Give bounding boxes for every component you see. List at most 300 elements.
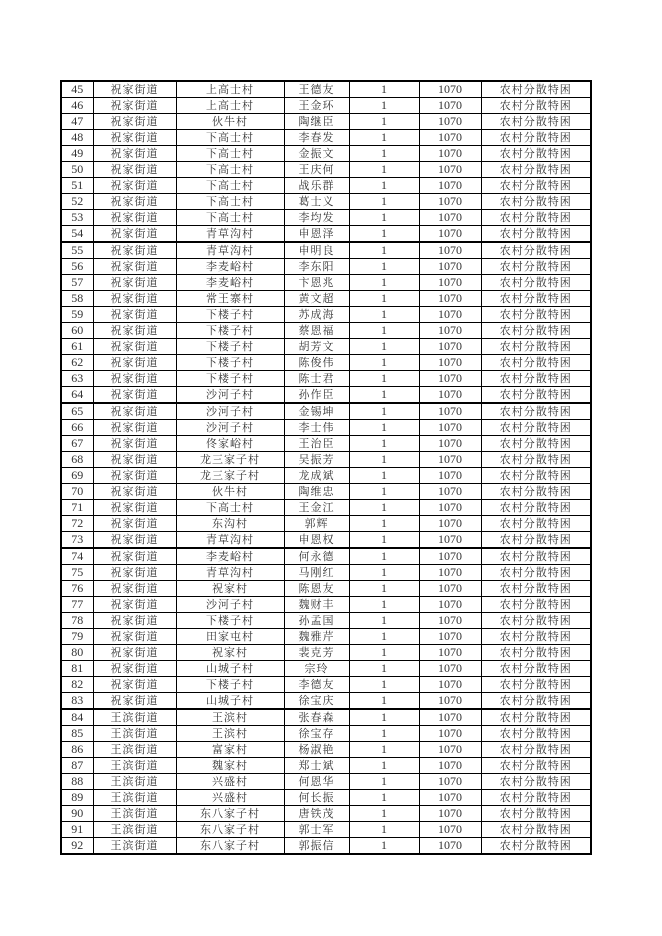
name-cell: 蔡恩福	[284, 323, 349, 339]
category-cell: 农村分散特困	[481, 210, 591, 226]
category-cell: 农村分散特困	[481, 532, 591, 549]
household-count-cell: 1	[349, 146, 419, 162]
household-count-cell: 1	[349, 162, 419, 178]
amount-cell: 1070	[419, 371, 481, 387]
row-number-cell: 78	[61, 613, 93, 629]
row-number-cell: 61	[61, 339, 93, 355]
amount-cell: 1070	[419, 548, 481, 565]
village-cell: 东八家子村	[176, 822, 284, 838]
amount-cell: 1070	[419, 758, 481, 774]
amount-cell: 1070	[419, 806, 481, 822]
amount-cell: 1070	[419, 629, 481, 645]
street-cell: 王滨街道	[93, 742, 176, 758]
street-cell: 祝家街道	[93, 146, 176, 162]
village-cell: 下楼子村	[176, 339, 284, 355]
village-cell: 佟家峪村	[176, 436, 284, 452]
table-row	[61, 242, 591, 259]
row-number-cell: 80	[61, 645, 93, 661]
amount-cell: 1070	[419, 162, 481, 178]
village-cell: 兴盛村	[176, 774, 284, 790]
amount-cell: 1070	[419, 742, 481, 758]
street-cell: 祝家街道	[93, 693, 176, 710]
row-number-cell: 85	[61, 726, 93, 742]
table-row	[61, 709, 591, 726]
row-number-cell: 63	[61, 371, 93, 387]
table-row	[61, 194, 591, 210]
name-cell: 陈士君	[284, 371, 349, 387]
name-cell: 孙孟国	[284, 613, 349, 629]
row-number-cell: 69	[61, 468, 93, 484]
household-count-cell: 1	[349, 790, 419, 806]
household-count-cell: 1	[349, 420, 419, 436]
table-body	[61, 81, 591, 854]
household-count-cell: 1	[349, 693, 419, 710]
table-row	[61, 259, 591, 275]
category-cell: 农村分散特困	[481, 774, 591, 790]
name-cell: 葛士义	[284, 194, 349, 210]
amount-cell: 1070	[419, 242, 481, 259]
village-cell: 青草沟村	[176, 532, 284, 549]
table-row	[61, 291, 591, 307]
category-cell: 农村分散特困	[481, 307, 591, 323]
village-cell: 东沟村	[176, 516, 284, 532]
table-row	[61, 403, 591, 420]
row-number-cell: 71	[61, 500, 93, 516]
row-number-cell: 46	[61, 98, 93, 114]
row-number-cell: 53	[61, 210, 93, 226]
household-count-cell: 1	[349, 81, 419, 98]
street-cell: 祝家街道	[93, 210, 176, 226]
name-cell: 李春发	[284, 130, 349, 146]
village-cell: 下楼子村	[176, 613, 284, 629]
amount-cell: 1070	[419, 307, 481, 323]
table-row	[61, 146, 591, 162]
table-row	[61, 436, 591, 452]
street-cell: 祝家街道	[93, 162, 176, 178]
street-cell: 祝家街道	[93, 242, 176, 259]
category-cell: 农村分散特困	[481, 758, 591, 774]
household-count-cell: 1	[349, 709, 419, 726]
row-number-cell: 55	[61, 242, 93, 259]
amount-cell: 1070	[419, 532, 481, 549]
village-cell: 下高士村	[176, 130, 284, 146]
name-cell: 金振文	[284, 146, 349, 162]
street-cell: 祝家街道	[93, 323, 176, 339]
village-cell: 田家屯村	[176, 629, 284, 645]
category-cell: 农村分散特困	[481, 726, 591, 742]
table-row	[61, 420, 591, 436]
category-cell: 农村分散特困	[481, 98, 591, 114]
category-cell: 农村分散特困	[481, 355, 591, 371]
amount-cell: 1070	[419, 275, 481, 291]
name-cell: 王金江	[284, 500, 349, 516]
table-row	[61, 387, 591, 404]
amount-cell: 1070	[419, 194, 481, 210]
village-cell: 下楼子村	[176, 677, 284, 693]
village-cell: 伙牛村	[176, 484, 284, 500]
category-cell: 农村分散特困	[481, 548, 591, 565]
category-cell: 农村分散特困	[481, 822, 591, 838]
street-cell: 王滨街道	[93, 726, 176, 742]
household-count-cell: 1	[349, 838, 419, 855]
street-cell: 王滨街道	[93, 822, 176, 838]
household-count-cell: 1	[349, 758, 419, 774]
row-number-cell: 70	[61, 484, 93, 500]
row-number-cell: 57	[61, 275, 93, 291]
street-cell: 祝家街道	[93, 355, 176, 371]
household-count-cell: 1	[349, 565, 419, 581]
village-cell: 李麦峪村	[176, 259, 284, 275]
street-cell: 祝家街道	[93, 452, 176, 468]
name-cell: 张春森	[284, 709, 349, 726]
name-cell: 黄文超	[284, 291, 349, 307]
table-row	[61, 81, 591, 98]
row-number-cell: 81	[61, 661, 93, 677]
name-cell: 王金环	[284, 98, 349, 114]
table-row	[61, 581, 591, 597]
village-cell: 王滨村	[176, 726, 284, 742]
household-count-cell: 1	[349, 371, 419, 387]
amount-cell: 1070	[419, 468, 481, 484]
table-row	[61, 371, 591, 387]
table-row	[61, 742, 591, 758]
village-cell: 山城子村	[176, 661, 284, 677]
street-cell: 祝家街道	[93, 194, 176, 210]
village-cell: 东八家子村	[176, 838, 284, 855]
name-cell: 何永德	[284, 548, 349, 565]
household-count-cell: 1	[349, 178, 419, 194]
name-cell: 马刚红	[284, 565, 349, 581]
street-cell: 祝家街道	[93, 98, 176, 114]
amount-cell: 1070	[419, 516, 481, 532]
table-row	[61, 452, 591, 468]
household-count-cell: 1	[349, 677, 419, 693]
category-cell: 农村分散特困	[481, 114, 591, 130]
household-count-cell: 1	[349, 387, 419, 404]
category-cell: 农村分散特困	[481, 371, 591, 387]
table-row	[61, 484, 591, 500]
street-cell: 王滨街道	[93, 758, 176, 774]
row-number-cell: 90	[61, 806, 93, 822]
category-cell: 农村分散特困	[481, 500, 591, 516]
name-cell: 卞恩兆	[284, 275, 349, 291]
name-cell: 孙作臣	[284, 387, 349, 404]
category-cell: 农村分散特困	[481, 693, 591, 710]
row-number-cell: 65	[61, 403, 93, 420]
village-cell: 魏家村	[176, 758, 284, 774]
street-cell: 祝家街道	[93, 339, 176, 355]
name-cell: 胡芳文	[284, 339, 349, 355]
name-cell: 何恩华	[284, 774, 349, 790]
street-cell: 祝家街道	[93, 629, 176, 645]
village-cell: 龙三家子村	[176, 468, 284, 484]
relief-recipient-table	[60, 80, 592, 855]
table-row	[61, 597, 591, 613]
row-number-cell: 59	[61, 307, 93, 323]
amount-cell: 1070	[419, 210, 481, 226]
name-cell: 吴振芳	[284, 452, 349, 468]
row-number-cell: 74	[61, 548, 93, 565]
amount-cell: 1070	[419, 259, 481, 275]
street-cell: 祝家街道	[93, 597, 176, 613]
table-row	[61, 355, 591, 371]
category-cell: 农村分散特困	[481, 677, 591, 693]
household-count-cell: 1	[349, 500, 419, 516]
category-cell: 农村分散特困	[481, 436, 591, 452]
category-cell: 农村分散特困	[481, 387, 591, 404]
household-count-cell: 1	[349, 822, 419, 838]
row-number-cell: 56	[61, 259, 93, 275]
row-number-cell: 72	[61, 516, 93, 532]
name-cell: 徐宝存	[284, 726, 349, 742]
row-number-cell: 50	[61, 162, 93, 178]
row-number-cell: 60	[61, 323, 93, 339]
street-cell: 祝家街道	[93, 371, 176, 387]
amount-cell: 1070	[419, 226, 481, 243]
name-cell: 郑士斌	[284, 758, 349, 774]
name-cell: 战乐群	[284, 178, 349, 194]
household-count-cell: 1	[349, 98, 419, 114]
street-cell: 祝家街道	[93, 468, 176, 484]
name-cell: 郭士军	[284, 822, 349, 838]
household-count-cell: 1	[349, 516, 419, 532]
name-cell: 龙成斌	[284, 468, 349, 484]
table-row	[61, 178, 591, 194]
village-cell: 下楼子村	[176, 355, 284, 371]
household-count-cell: 1	[349, 307, 419, 323]
amount-cell: 1070	[419, 613, 481, 629]
category-cell: 农村分散特困	[481, 178, 591, 194]
amount-cell: 1070	[419, 114, 481, 130]
amount-cell: 1070	[419, 81, 481, 98]
row-number-cell: 76	[61, 581, 93, 597]
village-cell: 东八家子村	[176, 806, 284, 822]
village-cell: 上高士村	[176, 81, 284, 98]
row-number-cell: 54	[61, 226, 93, 243]
amount-cell: 1070	[419, 178, 481, 194]
village-cell: 上高士村	[176, 98, 284, 114]
village-cell: 青草沟村	[176, 226, 284, 243]
street-cell: 祝家街道	[93, 677, 176, 693]
household-count-cell: 1	[349, 597, 419, 613]
name-cell: 陶继臣	[284, 114, 349, 130]
street-cell: 祝家街道	[93, 645, 176, 661]
household-count-cell: 1	[349, 355, 419, 371]
amount-cell: 1070	[419, 130, 481, 146]
amount-cell: 1070	[419, 661, 481, 677]
household-count-cell: 1	[349, 291, 419, 307]
street-cell: 祝家街道	[93, 275, 176, 291]
row-number-cell: 87	[61, 758, 93, 774]
row-number-cell: 68	[61, 452, 93, 468]
row-number-cell: 92	[61, 838, 93, 855]
village-cell: 王滨村	[176, 709, 284, 726]
street-cell: 祝家街道	[93, 581, 176, 597]
household-count-cell: 1	[349, 403, 419, 420]
village-cell: 下高士村	[176, 146, 284, 162]
household-count-cell: 1	[349, 114, 419, 130]
household-count-cell: 1	[349, 210, 419, 226]
village-cell: 下高士村	[176, 194, 284, 210]
name-cell: 陶维忠	[284, 484, 349, 500]
table-row	[61, 275, 591, 291]
village-cell: 沙河子村	[176, 597, 284, 613]
name-cell: 王治臣	[284, 436, 349, 452]
amount-cell: 1070	[419, 693, 481, 710]
street-cell: 祝家街道	[93, 403, 176, 420]
amount-cell: 1070	[419, 838, 481, 855]
table-row	[61, 693, 591, 710]
category-cell: 农村分散特困	[481, 420, 591, 436]
row-number-cell: 84	[61, 709, 93, 726]
village-cell: 李麦峪村	[176, 548, 284, 565]
household-count-cell: 1	[349, 806, 419, 822]
name-cell: 陈俊伟	[284, 355, 349, 371]
village-cell: 伙牛村	[176, 114, 284, 130]
category-cell: 农村分散特困	[481, 452, 591, 468]
amount-cell: 1070	[419, 726, 481, 742]
category-cell: 农村分散特困	[481, 629, 591, 645]
name-cell: 杨淑艳	[284, 742, 349, 758]
table-row	[61, 548, 591, 565]
amount-cell: 1070	[419, 645, 481, 661]
street-cell: 祝家街道	[93, 613, 176, 629]
table-row	[61, 114, 591, 130]
street-cell: 祝家街道	[93, 226, 176, 243]
table-row	[61, 790, 591, 806]
household-count-cell: 1	[349, 323, 419, 339]
household-count-cell: 1	[349, 661, 419, 677]
household-count-cell: 1	[349, 548, 419, 565]
category-cell: 农村分散特困	[481, 275, 591, 291]
amount-cell: 1070	[419, 822, 481, 838]
category-cell: 农村分散特困	[481, 565, 591, 581]
category-cell: 农村分散特困	[481, 194, 591, 210]
household-count-cell: 1	[349, 726, 419, 742]
row-number-cell: 49	[61, 146, 93, 162]
amount-cell: 1070	[419, 420, 481, 436]
household-count-cell: 1	[349, 339, 419, 355]
household-count-cell: 1	[349, 581, 419, 597]
name-cell: 苏成海	[284, 307, 349, 323]
name-cell: 李均发	[284, 210, 349, 226]
street-cell: 王滨街道	[93, 709, 176, 726]
row-number-cell: 47	[61, 114, 93, 130]
street-cell: 王滨街道	[93, 838, 176, 855]
category-cell: 农村分散特困	[481, 242, 591, 259]
category-cell: 农村分散特困	[481, 516, 591, 532]
name-cell: 郭辉	[284, 516, 349, 532]
row-number-cell: 51	[61, 178, 93, 194]
name-cell: 李东阳	[284, 259, 349, 275]
table-row	[61, 565, 591, 581]
household-count-cell: 1	[349, 452, 419, 468]
name-cell: 魏雅芹	[284, 629, 349, 645]
name-cell: 郭振信	[284, 838, 349, 855]
row-number-cell: 83	[61, 693, 93, 710]
row-number-cell: 62	[61, 355, 93, 371]
name-cell: 王庆何	[284, 162, 349, 178]
table-row	[61, 130, 591, 146]
household-count-cell: 1	[349, 226, 419, 243]
amount-cell: 1070	[419, 790, 481, 806]
name-cell: 宗玲	[284, 661, 349, 677]
category-cell: 农村分散特困	[481, 403, 591, 420]
village-cell: 祝家村	[176, 581, 284, 597]
household-count-cell: 1	[349, 645, 419, 661]
category-cell: 农村分散特困	[481, 323, 591, 339]
street-cell: 祝家街道	[93, 178, 176, 194]
row-number-cell: 48	[61, 130, 93, 146]
table-row	[61, 629, 591, 645]
village-cell: 富家村	[176, 742, 284, 758]
street-cell: 祝家街道	[93, 516, 176, 532]
row-number-cell: 91	[61, 822, 93, 838]
street-cell: 祝家街道	[93, 387, 176, 404]
village-cell: 下高士村	[176, 178, 284, 194]
name-cell: 申恩泽	[284, 226, 349, 243]
table-row	[61, 822, 591, 838]
household-count-cell: 1	[349, 275, 419, 291]
category-cell: 农村分散特困	[481, 146, 591, 162]
street-cell: 祝家街道	[93, 548, 176, 565]
amount-cell: 1070	[419, 484, 481, 500]
name-cell: 徐宝庆	[284, 693, 349, 710]
category-cell: 农村分散特困	[481, 661, 591, 677]
category-cell: 农村分散特困	[481, 645, 591, 661]
table-row	[61, 758, 591, 774]
household-count-cell: 1	[349, 613, 419, 629]
table-row	[61, 98, 591, 114]
row-number-cell: 58	[61, 291, 93, 307]
table-row	[61, 838, 591, 855]
table-row	[61, 339, 591, 355]
village-cell: 沙河子村	[176, 420, 284, 436]
table-row	[61, 806, 591, 822]
category-cell: 农村分散特困	[481, 838, 591, 855]
street-cell: 祝家街道	[93, 500, 176, 516]
amount-cell: 1070	[419, 355, 481, 371]
village-cell: 山城子村	[176, 693, 284, 710]
category-cell: 农村分散特困	[481, 742, 591, 758]
amount-cell: 1070	[419, 565, 481, 581]
village-cell: 青草沟村	[176, 242, 284, 259]
table-row	[61, 516, 591, 532]
row-number-cell: 66	[61, 420, 93, 436]
table-row	[61, 677, 591, 693]
village-cell: 下楼子村	[176, 307, 284, 323]
village-cell: 下高士村	[176, 162, 284, 178]
street-cell: 祝家街道	[93, 291, 176, 307]
table-row	[61, 468, 591, 484]
table-row	[61, 661, 591, 677]
row-number-cell: 86	[61, 742, 93, 758]
street-cell: 祝家街道	[93, 307, 176, 323]
household-count-cell: 1	[349, 242, 419, 259]
row-number-cell: 77	[61, 597, 93, 613]
name-cell: 魏财丰	[284, 597, 349, 613]
amount-cell: 1070	[419, 98, 481, 114]
street-cell: 祝家街道	[93, 81, 176, 98]
row-number-cell: 67	[61, 436, 93, 452]
row-number-cell: 73	[61, 532, 93, 549]
village-cell: 李麦峪村	[176, 275, 284, 291]
category-cell: 农村分散特困	[481, 484, 591, 500]
street-cell: 祝家街道	[93, 130, 176, 146]
name-cell: 金锡坤	[284, 403, 349, 420]
street-cell: 祝家街道	[93, 532, 176, 549]
table-row	[61, 226, 591, 243]
